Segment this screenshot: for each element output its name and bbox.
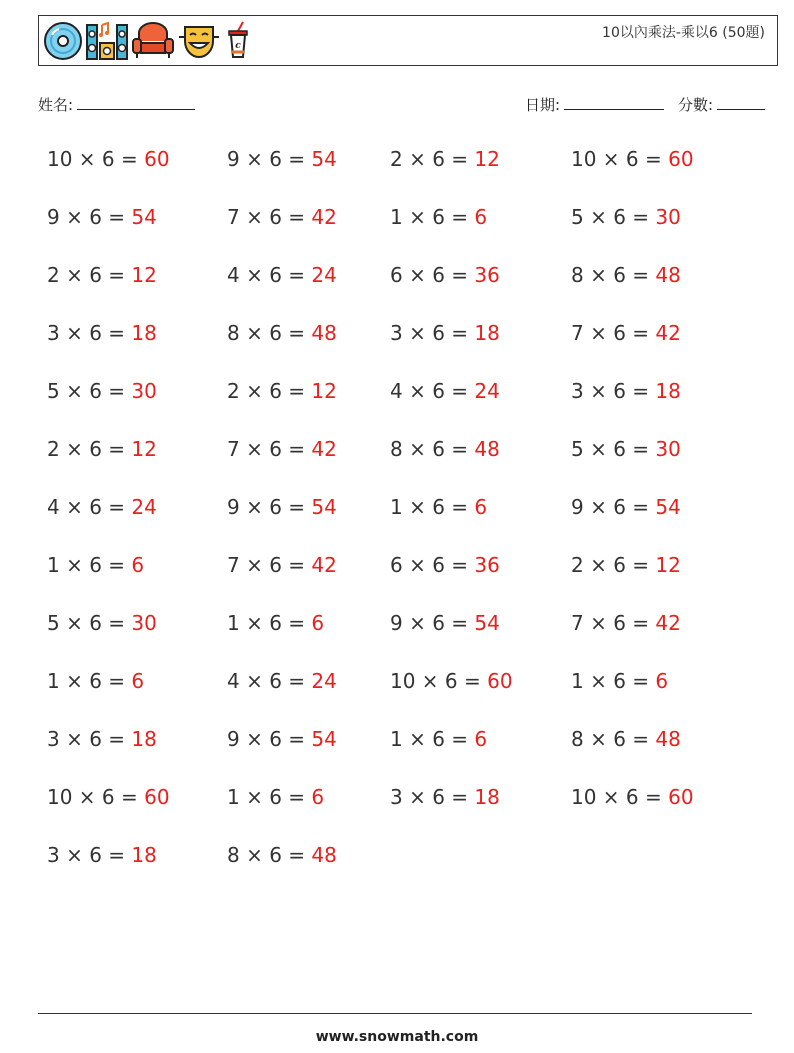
problem-item	[571, 611, 681, 635]
problem-item	[227, 147, 337, 171]
problem-answer: 48	[474, 437, 500, 461]
problem-item	[390, 379, 500, 403]
problem-question: 7 × 6 =	[227, 437, 312, 461]
problem-answer: 48	[311, 321, 337, 345]
problem-question: 1 × 6 =	[390, 205, 475, 229]
problem-item	[227, 553, 337, 577]
problem-answer: 42	[311, 205, 337, 229]
name-blank	[77, 95, 195, 110]
worksheet-header	[38, 15, 778, 66]
problem-question: 10 × 6 =	[47, 147, 145, 171]
problem-answer: 12	[474, 147, 500, 171]
problem-question: 2 × 6 =	[47, 437, 132, 461]
problem-question: 2 × 6 =	[227, 379, 312, 403]
problem-item	[390, 263, 500, 287]
problem-question: 4 × 6 =	[227, 669, 312, 693]
problem-item	[227, 379, 337, 403]
problem-answer: 54	[474, 611, 500, 635]
problem-answer: 36	[474, 263, 500, 287]
problem-answer: 36	[474, 553, 500, 577]
problem-answer: 48	[655, 263, 681, 287]
problem-item	[47, 321, 157, 345]
problem-answer: 60	[668, 147, 694, 171]
problem-answer: 18	[131, 843, 157, 867]
problem-item	[571, 669, 668, 693]
problem-item	[390, 205, 487, 229]
problem-question: 5 × 6 =	[571, 437, 656, 461]
problem-item	[571, 553, 681, 577]
problem-answer: 42	[311, 437, 337, 461]
problem-question: 5 × 6 =	[47, 379, 132, 403]
problem-item	[571, 147, 694, 171]
problem-question: 2 × 6 =	[571, 553, 656, 577]
problem-question: 3 × 6 =	[571, 379, 656, 403]
problem-question: 1 × 6 =	[47, 669, 132, 693]
problem-answer: 42	[311, 553, 337, 577]
problem-item	[390, 495, 487, 519]
problem-item	[47, 611, 157, 635]
problem-answer: 6	[655, 669, 669, 693]
problem-answer: 24	[311, 263, 337, 287]
problem-answer: 18	[655, 379, 681, 403]
problem-item	[390, 437, 500, 461]
problem-question: 7 × 6 =	[571, 321, 656, 345]
problem-question: 4 × 6 =	[227, 263, 312, 287]
problem-item	[390, 553, 500, 577]
problem-answer: 6	[131, 669, 145, 693]
problem-question: 1 × 6 =	[571, 669, 656, 693]
name-label: 姓名:	[38, 96, 74, 114]
score-blank	[717, 95, 765, 110]
problem-item	[390, 147, 500, 171]
problem-question: 9 × 6 =	[390, 611, 475, 635]
problem-item	[47, 379, 157, 403]
sofa-icon	[131, 21, 175, 61]
problem-answer: 60	[144, 147, 170, 171]
problem-item	[47, 785, 170, 809]
footer-divider	[38, 1013, 752, 1014]
problem-question: 1 × 6 =	[227, 611, 312, 635]
problem-question: 9 × 6 =	[227, 147, 312, 171]
problem-item	[47, 263, 157, 287]
problem-question: 9 × 6 =	[227, 495, 312, 519]
problem-item	[571, 379, 681, 403]
problem-answer: 30	[131, 379, 157, 403]
problem-item	[47, 205, 157, 229]
problem-item	[227, 785, 324, 809]
problem-item	[227, 727, 337, 751]
problem-question: 7 × 6 =	[227, 553, 312, 577]
problem-item	[227, 495, 337, 519]
problem-item	[390, 669, 513, 693]
problem-question: 10 × 6 =	[571, 785, 669, 809]
problem-item	[47, 727, 157, 751]
problem-answer: 18	[474, 321, 500, 345]
problem-question: 3 × 6 =	[47, 321, 132, 345]
problem-question: 1 × 6 =	[47, 553, 132, 577]
problem-item	[571, 321, 681, 345]
speakers-icon	[85, 21, 129, 61]
header-icons	[43, 20, 253, 62]
problem-answer: 54	[311, 727, 337, 751]
problem-question: 3 × 6 =	[47, 727, 132, 751]
problem-item	[227, 263, 337, 287]
problem-question: 3 × 6 =	[390, 785, 475, 809]
problem-answer: 12	[131, 263, 157, 287]
problem-answer: 60	[144, 785, 170, 809]
score-field	[678, 94, 765, 115]
problem-item	[571, 437, 681, 461]
problem-answer: 6	[474, 727, 488, 751]
problem-item	[227, 669, 337, 693]
problem-answer: 48	[311, 843, 337, 867]
problem-answer: 30	[655, 205, 681, 229]
problem-answer: 24	[474, 379, 500, 403]
problem-item	[227, 843, 337, 867]
problem-item	[571, 205, 681, 229]
problem-item	[47, 147, 170, 171]
problem-answer: 54	[311, 147, 337, 171]
problem-question: 1 × 6 =	[227, 785, 312, 809]
problem-question: 8 × 6 =	[571, 263, 656, 287]
problem-item	[571, 263, 681, 287]
cd-icon	[43, 21, 83, 61]
problem-question: 8 × 6 =	[227, 843, 312, 867]
problem-answer: 12	[131, 437, 157, 461]
problem-question: 5 × 6 =	[47, 611, 132, 635]
problem-answer: 6	[131, 553, 145, 577]
problem-item	[390, 727, 487, 751]
problem-item	[47, 669, 144, 693]
problem-item	[227, 205, 337, 229]
problem-question: 7 × 6 =	[571, 611, 656, 635]
problem-item	[390, 785, 500, 809]
problem-question: 8 × 6 =	[571, 727, 656, 751]
problem-answer: 12	[311, 379, 337, 403]
problem-item	[571, 727, 681, 751]
problem-answer: 24	[311, 669, 337, 693]
problem-question: 3 × 6 =	[390, 321, 475, 345]
date-label: 日期:	[525, 96, 561, 114]
date-field	[525, 94, 664, 115]
problem-question: 2 × 6 =	[390, 147, 475, 171]
problem-question: 5 × 6 =	[571, 205, 656, 229]
theater-mask-icon	[177, 21, 221, 61]
problem-item	[390, 611, 500, 635]
drink-cup-icon	[223, 21, 253, 61]
problem-answer: 18	[131, 727, 157, 751]
footer-url: www.snowmath.com	[315, 1029, 479, 1045]
problem-item	[227, 611, 324, 635]
problem-item	[390, 321, 500, 345]
problem-answer: 18	[474, 785, 500, 809]
problem-answer: 42	[655, 321, 681, 345]
problem-answer: 60	[668, 785, 694, 809]
problem-question: 10 × 6 =	[571, 147, 669, 171]
problem-item	[571, 785, 694, 809]
problem-question: 8 × 6 =	[390, 437, 475, 461]
problem-answer: 12	[655, 553, 681, 577]
problem-answer: 6	[474, 495, 488, 519]
problem-question: 1 × 6 =	[390, 495, 475, 519]
problem-answer: 54	[655, 495, 681, 519]
problem-item	[47, 437, 157, 461]
score-label: 分數:	[678, 96, 714, 114]
problem-question: 3 × 6 =	[47, 843, 132, 867]
problem-question: 6 × 6 =	[390, 553, 475, 577]
date-blank	[564, 95, 664, 110]
problem-answer: 30	[131, 611, 157, 635]
problem-question: 4 × 6 =	[47, 495, 132, 519]
problem-question: 1 × 6 =	[390, 727, 475, 751]
problem-question: 9 × 6 =	[571, 495, 656, 519]
problem-answer: 42	[655, 611, 681, 635]
problem-answer: 60	[487, 669, 513, 693]
problem-question: 9 × 6 =	[227, 727, 312, 751]
problem-answer: 30	[655, 437, 681, 461]
name-field	[38, 94, 195, 115]
problem-question: 2 × 6 =	[47, 263, 132, 287]
problem-question: 9 × 6 =	[47, 205, 132, 229]
problem-answer: 6	[311, 611, 325, 635]
problem-answer: 54	[311, 495, 337, 519]
problem-item	[571, 495, 681, 519]
problem-answer: 6	[311, 785, 325, 809]
problem-question: 10 × 6 =	[47, 785, 145, 809]
problem-answer: 18	[131, 321, 157, 345]
problem-answer: 48	[655, 727, 681, 751]
problem-question: 6 × 6 =	[390, 263, 475, 287]
svg-text:c: c	[235, 41, 241, 51]
problem-answer: 24	[131, 495, 157, 519]
problem-item	[47, 843, 157, 867]
problem-question: 8 × 6 =	[227, 321, 312, 345]
problem-item	[227, 321, 337, 345]
worksheet-title: 10以內乘法-乘以6 (50題)	[602, 25, 765, 41]
problem-question: 7 × 6 =	[227, 205, 312, 229]
problem-item	[47, 553, 144, 577]
problem-item	[47, 495, 157, 519]
problem-question: 10 × 6 =	[390, 669, 488, 693]
problem-answer: 6	[474, 205, 488, 229]
problem-item	[227, 437, 337, 461]
problem-answer: 54	[131, 205, 157, 229]
problem-question: 4 × 6 =	[390, 379, 475, 403]
